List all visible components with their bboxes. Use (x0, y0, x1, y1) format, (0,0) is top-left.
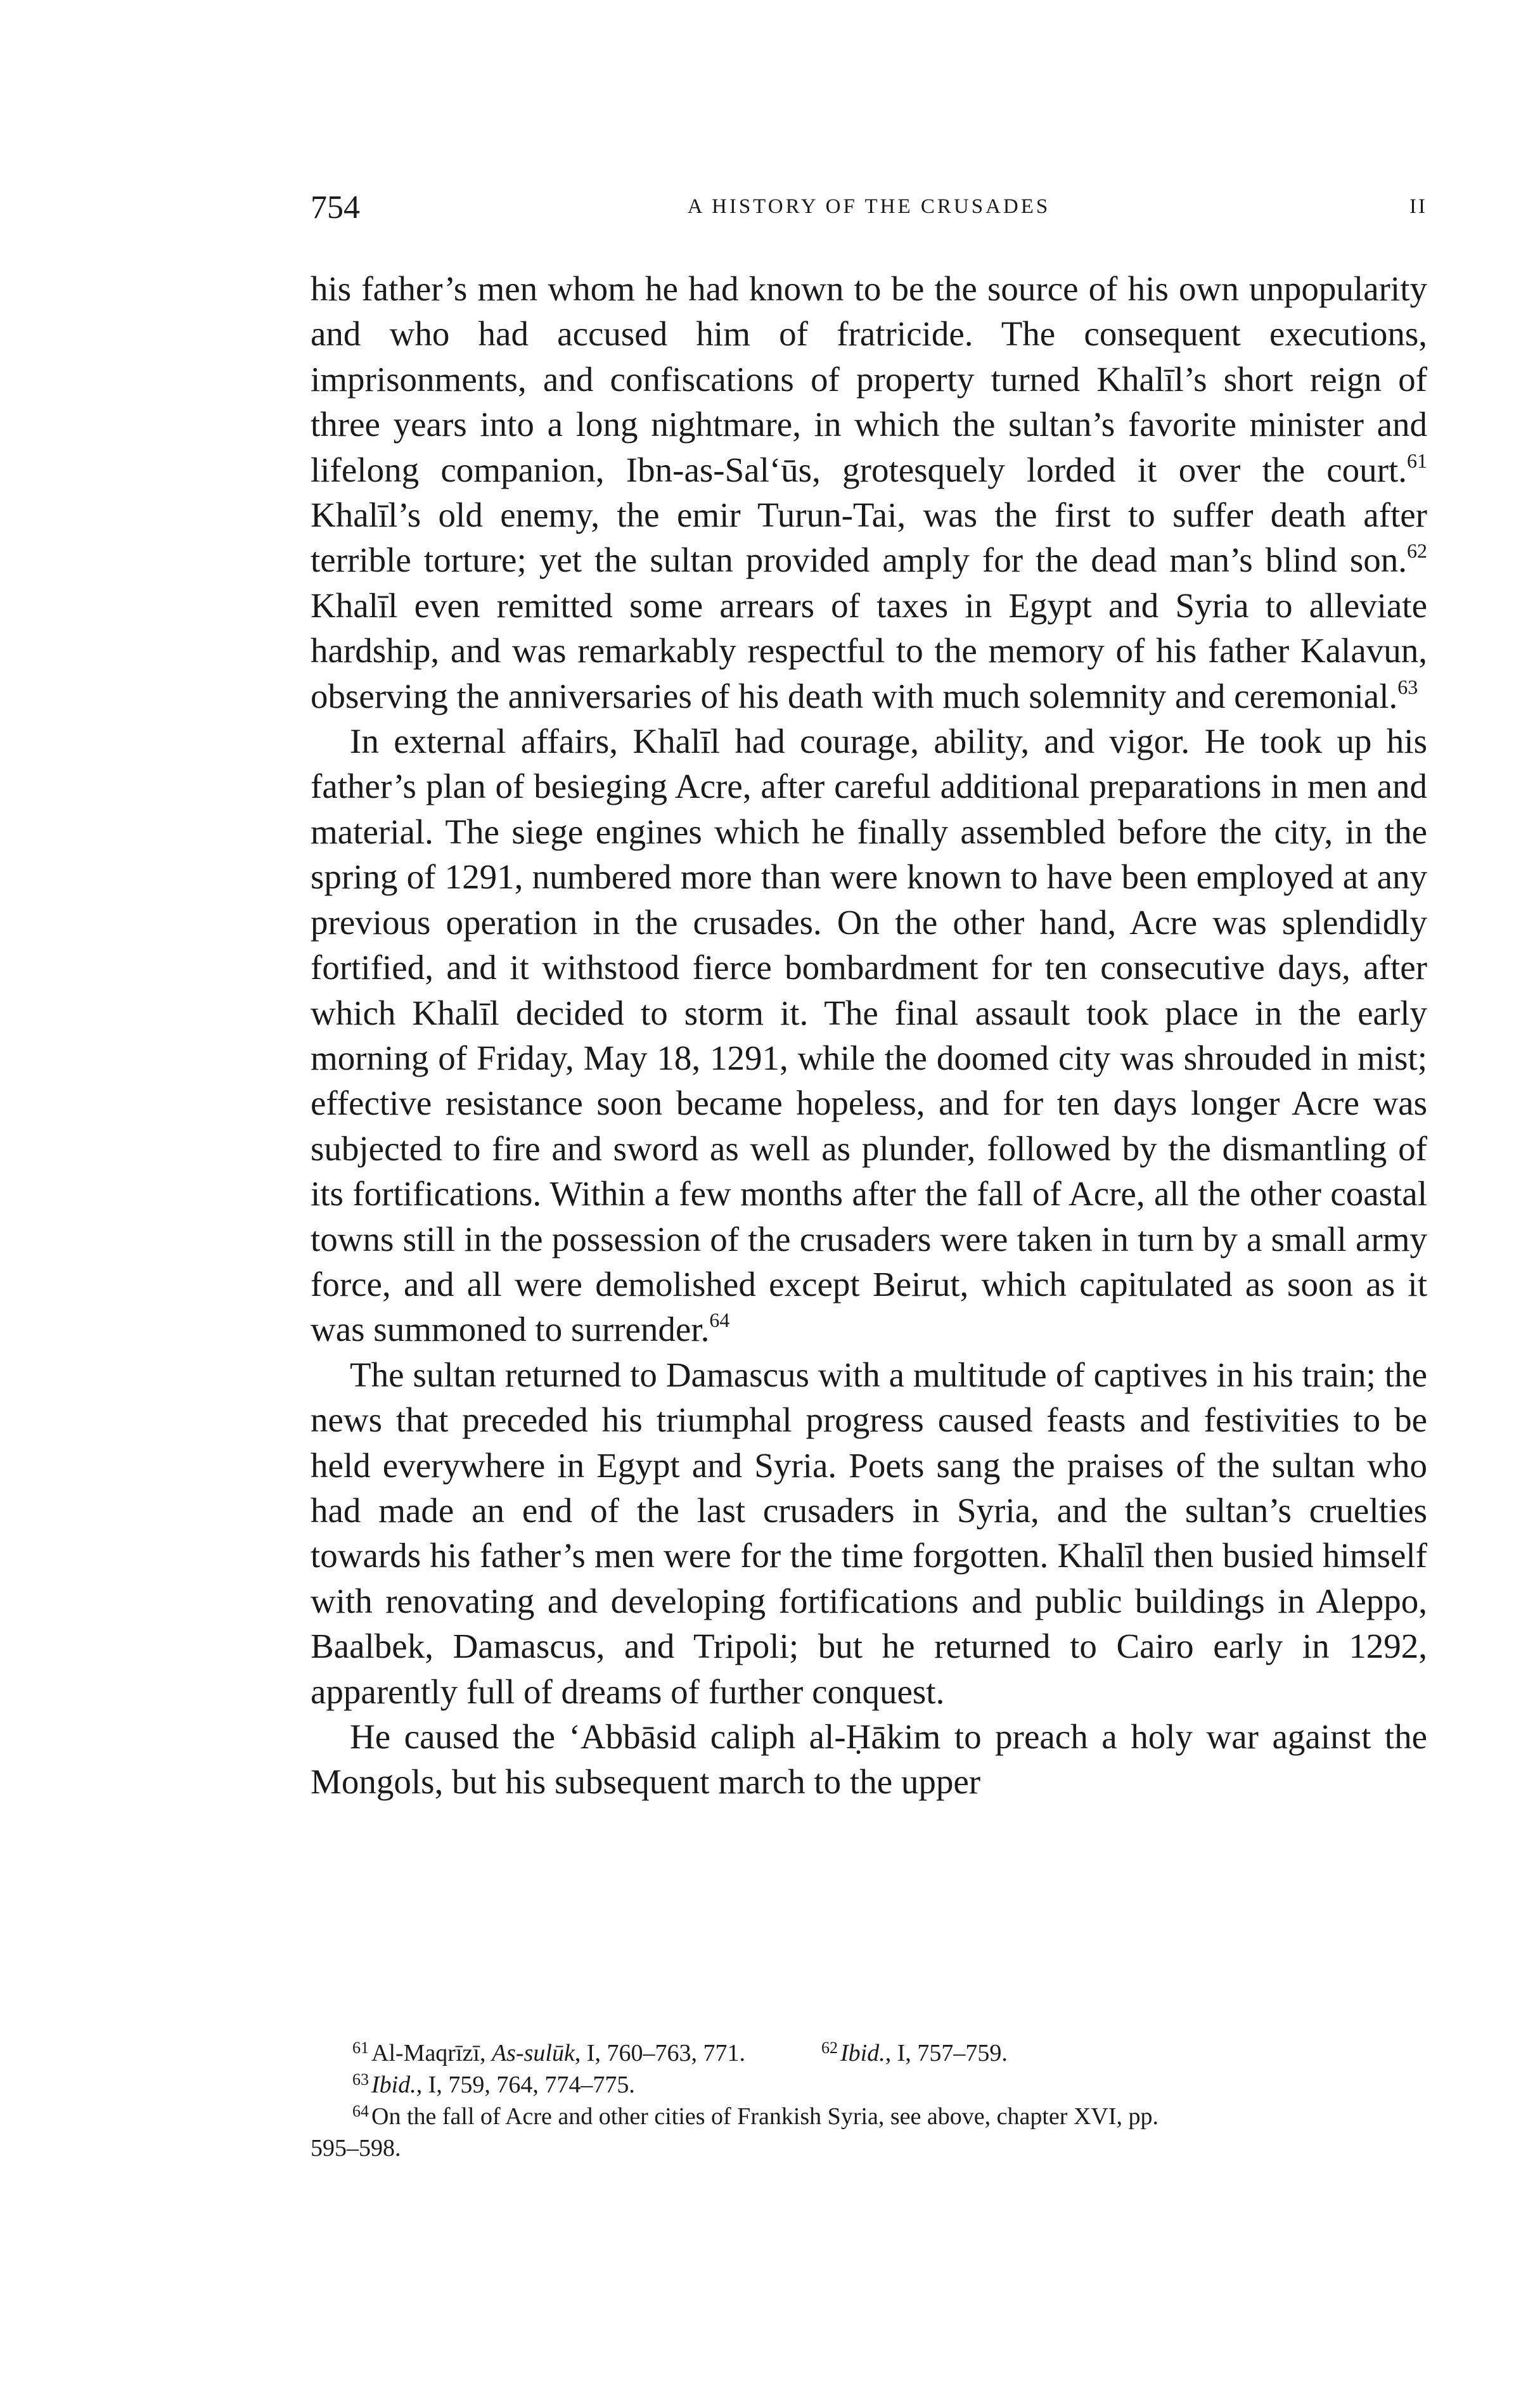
footnote-64-continuation (311, 2132, 1427, 2164)
footnote-row (311, 2037, 1427, 2069)
footnote-text: , I, 759, 764, 774–775. (416, 2072, 635, 2098)
paragraph-2 (311, 719, 1427, 1352)
footnote-mark: 63 (352, 2070, 369, 2089)
footnote-61 (311, 2037, 745, 2069)
footnote-ref-61: 61 (1407, 449, 1427, 472)
footnote-text: , I, 760–763, 771. (574, 2040, 745, 2066)
footnote-63 (311, 2069, 1427, 2101)
footnote-title: As-sulūk (491, 2040, 575, 2066)
page-number: 754 (311, 189, 360, 226)
running-title: A HISTORY OF THE CRUSADES (687, 195, 1051, 218)
body-text (311, 266, 1427, 1805)
footnote-62 (745, 2037, 1008, 2069)
part-number: II (1409, 195, 1427, 218)
running-header (311, 189, 1427, 233)
footnote-mark: 61 (352, 2039, 369, 2057)
footnote-ref-64: 64 (709, 1309, 730, 1332)
footnote-text: On the fall of Acre and other cities of Frankish Syria, see above, chapter XVI, pp. (371, 2103, 1158, 2130)
text-run: Khalīl even remitted some arrears of taxes in Egypt and Syria to alleviate hardship, and was remarkably respectful to the memory of his father Kalavun, observing the anniversaries of his death with much solemnity and ceremonial. (311, 586, 1427, 715)
footnote-title: Ibid. (371, 2072, 416, 2098)
paragraph-1 (311, 266, 1427, 719)
footnote-64 (311, 2101, 1427, 2132)
footnote-title: Ibid. (840, 2040, 885, 2066)
footnote-mark: 64 (352, 2102, 369, 2120)
paragraph-3 (311, 1352, 1427, 1714)
text-run: In external affairs, Khalīl had courage, ability, and vigor. He took up his father’s plan of besieging Acre, after careful additional preparations in men and material. The siege engines which he finally assembled before the city, in the spring of 1291, numbered more than were known to have been employed at any previous operation in the crusades. On the other hand, Acre was splendidly fortified, and it withstood fierce bombardment for ten consecutive days, after which Khalīl decided to storm it. The final assault took place in the early morning of Friday, May 18, 1291, while the doomed city was shrouded in mist; effective resistance soon became hopeless, and for ten days longer Acre was subjected to fire and sword as well as plunder, followed by the dismantling of its fortifications. Within a few months after the fall of Acre, all the other coastal towns still in the possession of the crusaders were taken in turn by a small army force, and all were demolished except Beirut, which capitulated as soon as it was summoned to surrender. (311, 722, 1427, 1349)
footnote-ref-62: 62 (1407, 539, 1427, 563)
footnote-mark: 62 (821, 2039, 838, 2057)
footnote-text: , I, 757–759. (885, 2040, 1008, 2066)
text-run: Khalīl’s old enemy, the emir Turun-Tai, was the first to suffer death after terrible torture; yet the sultan provided amply for the dead man’s blind son. (311, 496, 1427, 580)
footnote-text: Al-Maqrīzī, (371, 2040, 492, 2066)
footnote-ref-63: 63 (1397, 675, 1418, 698)
paragraph-4 (311, 1714, 1427, 1805)
footnotes (311, 2037, 1427, 2164)
footnote-text: 595–598. (311, 2135, 401, 2161)
text-run: He caused the ‘Abbāsid caliph al-Ḥākim to preach a holy war against the Mongols, but his subsequent march to the upper (311, 1717, 1427, 1802)
text-run: his father’s men whom he had known to be the source of his own unpopularity and who had accused him of fratricide. The consequent executions, imprisonments, and confiscations of property turned Khalīl’s short reign of three years into a long nightmare, in which the sultan’s favorite minister and lifelong companion, Ibn-as-Sal‘ūs, grotesquely lorded it over the court. (311, 269, 1427, 489)
text-run: The sultan returned to Damascus with a multitude of captives in his train; the news that preceded his triumphal progress caused feasts and festivities to be held everywhere in Egypt and Syria. Poets sang the praises of the sultan who had made an end of the last crusaders in Syria, and the sultan’s cruelties towards his father’s men were for the time forgotten. Khalīl then busied himself with renovating and developing fortifications and public buildings in Aleppo, Baalbek, Damascus, and Tripoli; but he returned to Cairo early in 1292, apparently full of dreams of further conquest. (311, 1355, 1427, 1711)
